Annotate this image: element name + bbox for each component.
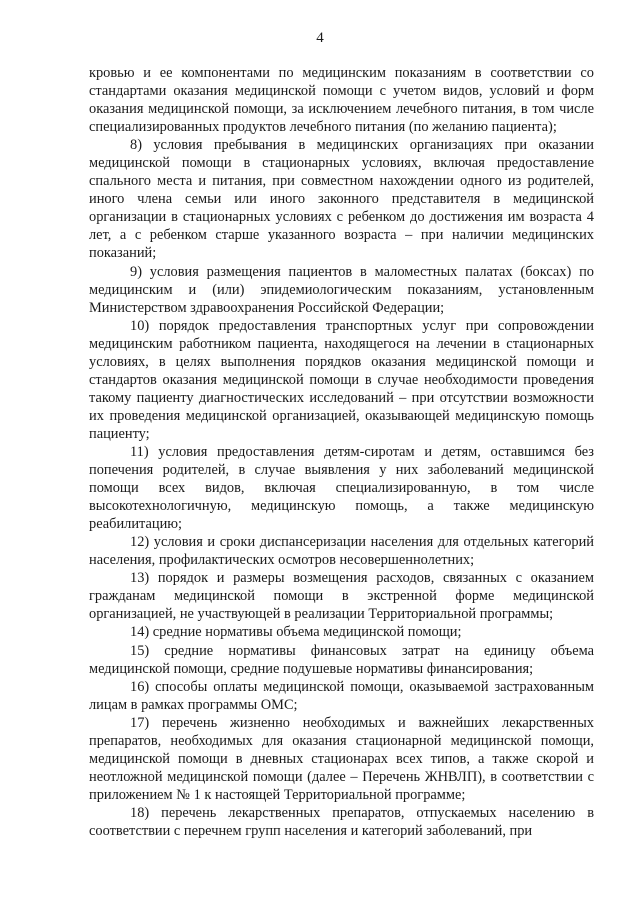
paragraph-item-10: 10) порядок предоставления транспортных услуг при сопровождении медицинским работником пациента, находящегося на лечении в стационарных условиях, в целях выполнения порядков оказания медицинской помощи и стандартов оказания медицинской помощи в случае необходимости проведения такому пациенту диагностических исследований – при отсутствии возможности их проведения медицинской организацией, оказывающей медицинскую помощь пациенту; (89, 317, 594, 442)
paragraph-item-11: 11) условия предоставления детям-сиротам и детям, оставшимся без попечения родителей, в случае выявления у них заболеваний медицинской помощи всех видов, включая специализированную, в том числе высокотехнологичную, медицинскую помощь, а также медицинскую реабилитацию; (89, 443, 594, 533)
paragraph-item-16: 16) способы оплаты медицинской помощи, оказываемой застрахованным лицам в рамках программы ОМС; (89, 678, 594, 713)
paragraph-item-9: 9) условия размещения пациентов в маломестных палатах (боксах) по медицинским и (или) эпидемиологическим показаниям, установленным Министерством здравоохранения Российской Федерации; (89, 263, 594, 316)
paragraph-item-15: 15) средние нормативы финансовых затрат на единицу объема медицинской помощи, средние подушевые нормативы финансирования; (89, 642, 594, 677)
page-number: 4 (316, 30, 324, 46)
paragraph-item-17: 17) перечень жизненно необходимых и важнейших лекарственных препаратов, необходимых для оказания стационарной медицинской помощи, медицинской помощи в дневных стационарах всех типов, а также скорой и неотложной медицинской помощи (далее – Перечень ЖНВЛП), в соответствии с приложением № 1 к настоящей Территориальной программе; (89, 714, 594, 803)
paragraph-item-8: 8) условия пребывания в медицинских организациях при оказании медицинской помощи в стационарных условиях, включая предоставление спального места и питания, при совместном нахождении одного из родителей, иного члена семьи или иного законного представителя в медицинской организации в стационарных условиях с ребенком до достижения им возраста 4 лет, а с ребенком старше указанного возраста – при наличии медицинских показаний; (89, 137, 594, 262)
paragraph-continuation: кровью и ее компонентами по медицинским показаниям в соответствии со стандартами оказания медицинской помощи с учетом видов, условий и форм оказания медицинской помощи, за исключением лечебного питания, в том числе специализированных продуктов лечебного питания (по желанию пациента); (89, 65, 594, 136)
paragraph-item-12: 12) условия и сроки диспансеризации населения для отдельных категорий населения, профилактических осмотров несовершеннолетних; (89, 534, 594, 569)
document-body (89, 64, 594, 840)
paragraph-item-13: 13) порядок и размеры возмещения расходов, связанных с оказанием гражданам медицинской помощи в экстренной форме медицинской организацией, не участвующей в реализации Территориальной программы; (89, 570, 594, 623)
paragraph-item-14: 14) средние нормативы объема медицинской помощи; (130, 624, 462, 641)
paragraph-item-18: 18) перечень лекарственных препаратов, отпускаемых населению в соответствии с перечнем групп населения и категорий заболеваний, при (89, 804, 594, 839)
